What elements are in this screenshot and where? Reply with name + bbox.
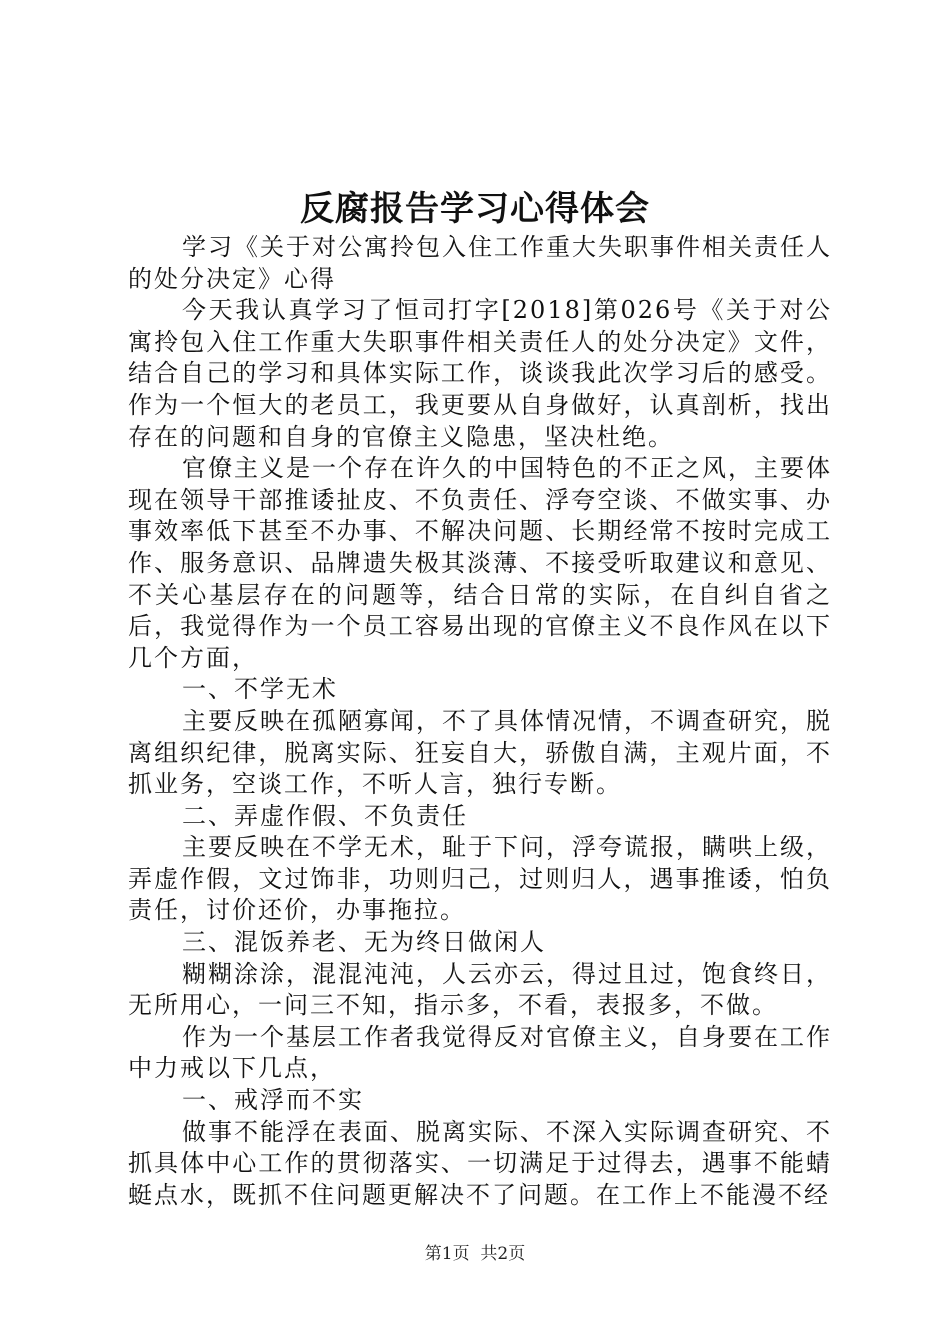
paragraph: 学习《关于对公寓拎包入住工作重大失职事件相关责任人的处分决定》心得 (128, 233, 832, 293)
paragraph: 主要反映在孤陋寡闻，不了具体情况情，不调查研究，脱离组织纪律，脱离实际、狂妄自大，骄傲自满，主观片面，不抓业务，空谈工作，不听人言，独行专断。 (128, 706, 832, 799)
paragraph: 糊糊涂涂，混混沌沌，人云亦云，得过且过，饱食终日，无所用心，一问三不知，指示多，不看，表报多，不做。 (128, 959, 832, 1020)
page-footer (0, 1242, 950, 1266)
section-heading: 二、弄虚作假、不负责任 (182, 801, 468, 830)
document-body (128, 232, 832, 1211)
section-heading: 一、戒浮而不实 (182, 1086, 364, 1115)
document-title: 反腐报告学习心得体会 (300, 189, 650, 229)
page-number-total: 共2页 (480, 1244, 526, 1264)
paragraph: 做事不能浮在表面、脱离实际、不深入实际调查研究、不抓具体中心工作的贯彻落实、一切满足于过得去，遇事不能蜻蜓点水，既抓不住问题更解决不了问题。在工作上不能漫不经 (128, 1117, 832, 1209)
section-heading: 三、混饭养老、无为终日做闲人 (182, 928, 546, 957)
paragraph: 官僚主义是一个存在许久的中国特色的不正之风，主要体现在领导干部推诿扯皮、不负责任、浮夸空谈、不做实事、办事效率低下甚至不办事、不解决问题、长期经常不按时完成工作、服务意识、品牌遗失极其淡薄、不接受听取建议和意见、不关心基层存在的问题等，结合日常的实际，在自纠自省之后，我觉得作为一个员工容易出现的官僚主义不良作风在以下几个方面， (128, 454, 832, 672)
section-heading: 一、不学无术 (182, 675, 338, 704)
paragraph: 今天我认真学习了恒司打字[2018]第026号《关于对公寓拎包入住工作重大失职事件相关责任人的处分决定》文件，结合自己的学习和具体实际工作，谈谈我此次学习后的感受。作为一个恒大的老员工，我更要从自身做好，认真剖析，找出存在的问题和自身的官僚主义隐患，坚决杜绝。 (128, 296, 832, 451)
paragraph: 主要反映在不学无术，耻于下问，浮夸谎报，瞒哄上级，弄虚作假，文过饰非，功则归己，过则归人，遇事推诿，怕负责任，讨价还价，办事拖拉。 (128, 833, 832, 925)
page-number-current: 第1页 (424, 1244, 470, 1264)
paragraph: 作为一个基层工作者我觉得反对官僚主义，自身要在工作中力戒以下几点， (128, 1022, 832, 1083)
